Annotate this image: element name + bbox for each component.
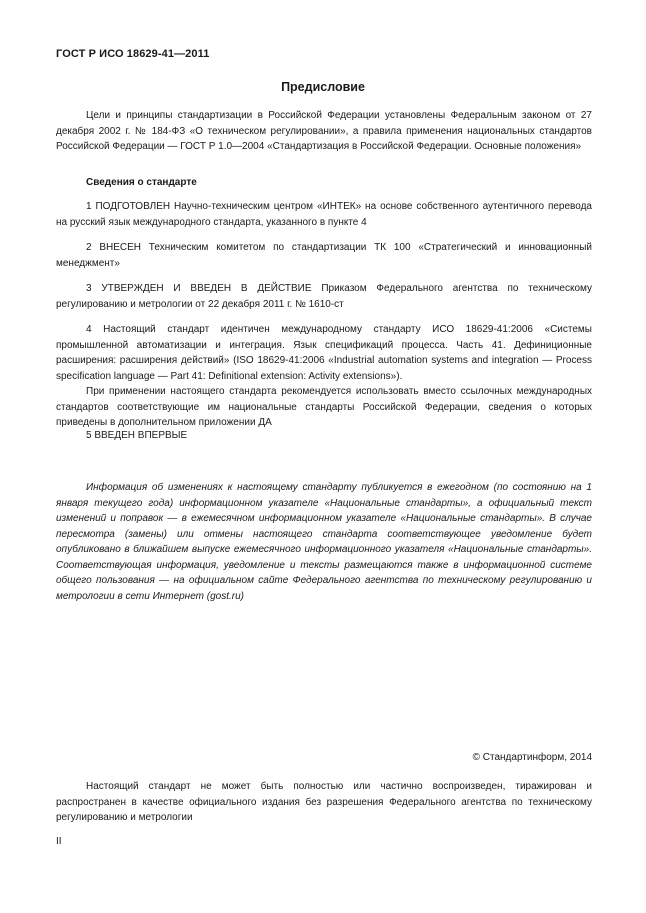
item-identical: 4 Настоящий стандарт идентичен международному стандарту ИСО 18629-41:2006 «Системы промышленной автоматизации и интеграция. Язык спецификаций процесса. Часть 41. Дефиниционные расширения: расширения действий» (ISO 18629-41:2006 «Industrial automation systems and integration — Process specification language — Part 41: Definitional extension: Activity extensions»). [56,324,592,382]
item-5-block [56,428,592,444]
notice-block [56,480,592,604]
rights-notice: Настоящий стандарт не может быть полностью или частично воспроизведен, тиражирован и распространен в качестве официального издания без разрешения Федерального агентства по техническому регулированию и метрологии [56,781,592,823]
section-title: Сведения о стандарте [86,177,197,188]
section-title-block [56,175,592,191]
item-introduced: 2 ВНЕСЕН Техническим комитетом по стандартизации ТК 100 «Стратегический и инновационный менеджмент» [56,242,592,269]
item-2-block [56,240,592,271]
page-number: II [56,836,62,847]
rights-block [56,779,592,826]
standard-code: ГОСТ Р ИСО 18629-41—2011 [56,48,210,60]
preface-intro-block [56,108,592,155]
preface-title: Предисловие [281,80,365,94]
copyright: © Стандартинформ, 2014 [472,752,592,763]
item-application-note: При применении настоящего стандарта рекомендуется использовать вместо ссылочных международных стандартов соответствующие им национальные стандарты Российской Федерации, сведения о которых приведены в дополнительном приложении ДА [56,386,592,428]
item-approved: 3 УТВЕРЖДЕН И ВВЕДЕН В ДЕЙСТВИЕ Приказом Федерального агентства по техническому регулированию и метрологии от 22 декабря 2011 г. № 1610-ст [56,283,592,310]
item-1-block [56,199,592,230]
preface-intro: Цели и принципы стандартизации в Российской Федерации установлены Федеральным законом от 27 декабря 2002 г. № 184-ФЗ «О техническом регулировании», а правила применения национальных стандартов Российской Федерации — ГОСТ Р 1.0—2004 «Стандартизация в Российской Федерации. Основные положения» [56,110,592,152]
item-4-block [56,322,592,431]
item-first-introduced: 5 ВВЕДЕН ВПЕРВЫЕ [86,430,188,441]
changes-notice: Информация об изменениях к настоящему стандарту публикуется в ежегодном (по состоянию на 1 января текущего года) информационном указателе «Национальные стандарты», а официальный текст изменений и поправок — в ежемесячном информационном указателе «Национальные стандарты». В случае пересмотра (замены) или отмены настоящего стандарта соответствующее уведомление будет опубликовано в ближайшем выпуске ежемесячного информационного указателя «Национальные стандарты». Соответствующая информация, уведомление и тексты размещаются также в информационной системе общего пользования — на официальном сайте Федерального агентства по техническому регулированию и метрологии в сети Интернет (gost.ru) [56,482,592,602]
item-prepared: 1 ПОДГОТОВЛЕН Научно-техническим центром «ИНТЕК» на основе собственного аутентичного перевода на русский язык международного стандарта, указанного в пункте 4 [56,201,592,228]
item-3-block [56,281,592,312]
